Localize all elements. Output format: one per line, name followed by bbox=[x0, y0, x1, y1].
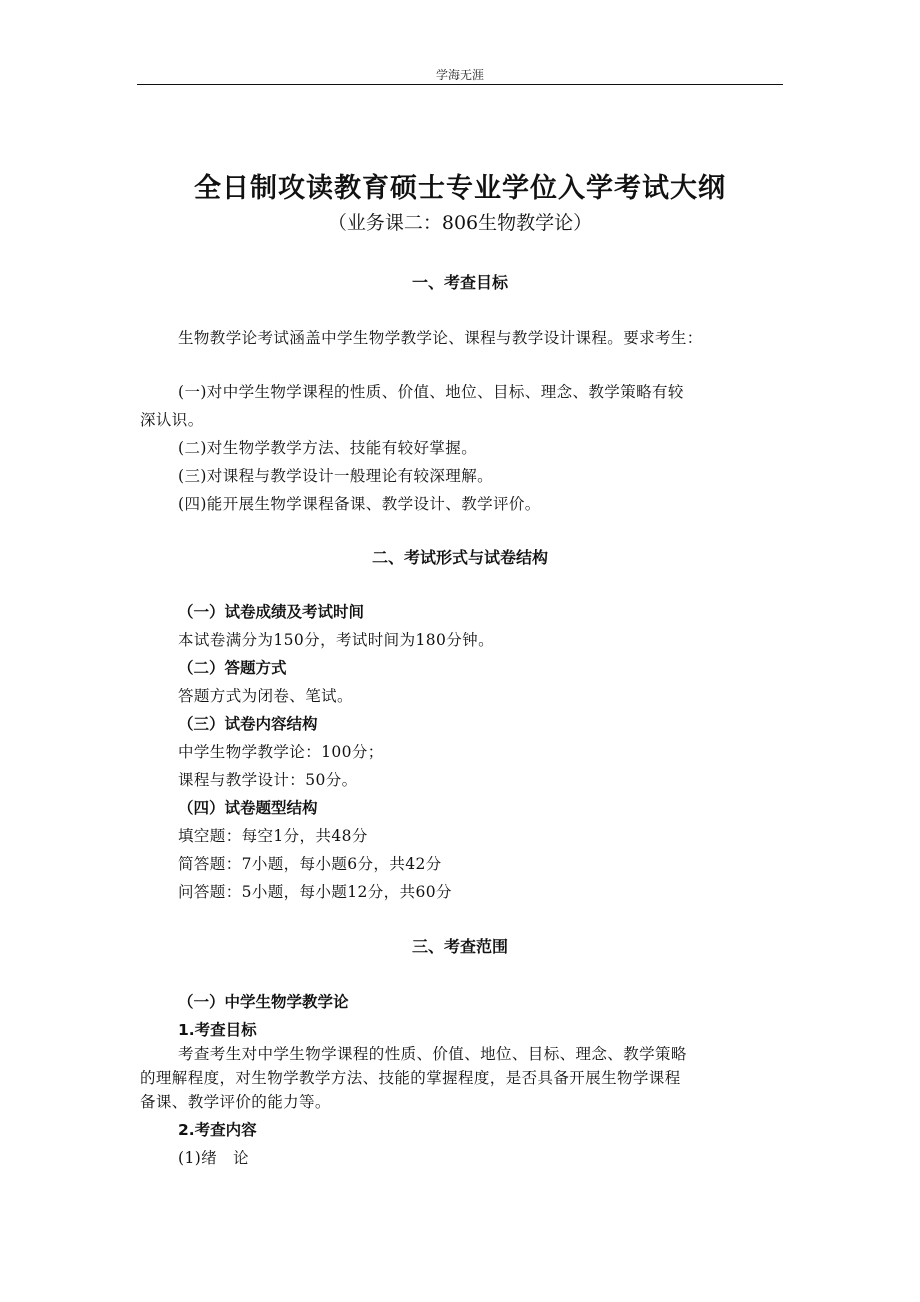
scope-point1-line1: 考查考生对中学生物学课程的性质、价值、地位、目标、理念、教学策略 bbox=[178, 1045, 687, 1063]
exam-sub1-title: （一）试卷成绩及考试时间 bbox=[178, 603, 365, 621]
exam-sub4-line3: 问答题：5小题，每小题12分，共60分 bbox=[178, 883, 452, 901]
scope-point2-item1: (1)绪 论 bbox=[178, 1149, 249, 1167]
objective-item-1-cont: 深认识。 bbox=[140, 411, 204, 429]
header-divider bbox=[137, 84, 783, 85]
section-heading-scope: 三、考查范围 bbox=[411, 937, 508, 956]
objective-item-2: (二)对生物学教学方法、技能有较好掌握。 bbox=[178, 439, 478, 457]
objective-item-4: (四)能开展生物学课程备课、教学设计、教学评价。 bbox=[178, 495, 541, 513]
exam-sub2-text: 答题方式为闭卷、笔试。 bbox=[178, 687, 353, 705]
scope-sub1-title: （一）中学生物学教学论 bbox=[178, 993, 349, 1011]
objective-item-1: (一)对中学生物学课程的性质、价值、地位、目标、理念、教学策略有较 bbox=[178, 383, 684, 401]
exam-sub4-line1: 填空题：每空1分，共48分 bbox=[178, 827, 368, 845]
exam-sub4-title: （四）试卷题型结构 bbox=[178, 799, 318, 817]
exam-sub3-title: （三）试卷内容结构 bbox=[178, 715, 318, 733]
page-header: 学海无涯 bbox=[435, 68, 484, 82]
scope-point1-line3: 备课、教学评价的能力等。 bbox=[140, 1093, 331, 1111]
scope-point1-line2: 的理解程度，对生物学教学方法、技能的掌握程度，是否具备开展生物学课程 bbox=[140, 1069, 681, 1087]
section-heading-exam-format: 二、考试形式与试卷结构 bbox=[371, 548, 548, 567]
exam-sub3-line2: 课程与教学设计：50分。 bbox=[178, 771, 358, 789]
scope-point2-title: 2.考查内容 bbox=[178, 1121, 257, 1139]
exam-sub2-title: （二）答题方式 bbox=[178, 659, 287, 677]
document-subtitle: （业务课二：806生物教学论） bbox=[327, 212, 593, 234]
section-heading-objectives: 一、考查目标 bbox=[411, 273, 508, 292]
exam-sub1-text: 本试卷满分为150分，考试时间为180分钟。 bbox=[178, 631, 494, 649]
document-title: 全日制攻读教育硕士专业学位入学考试大纲 bbox=[194, 173, 726, 204]
objective-item-3: (三)对课程与教学设计一般理论有较深理解。 bbox=[178, 467, 493, 485]
exam-sub4-line2: 简答题：7小题，每小题6分，共42分 bbox=[178, 855, 442, 873]
exam-sub3-line1: 中学生物学教学论：100分； bbox=[178, 743, 384, 761]
section1-intro: 生物教学论考试涵盖中学生物学教学论、课程与教学设计课程。要求考生： bbox=[178, 329, 703, 347]
scope-point1-title: 1.考查目标 bbox=[178, 1021, 257, 1039]
